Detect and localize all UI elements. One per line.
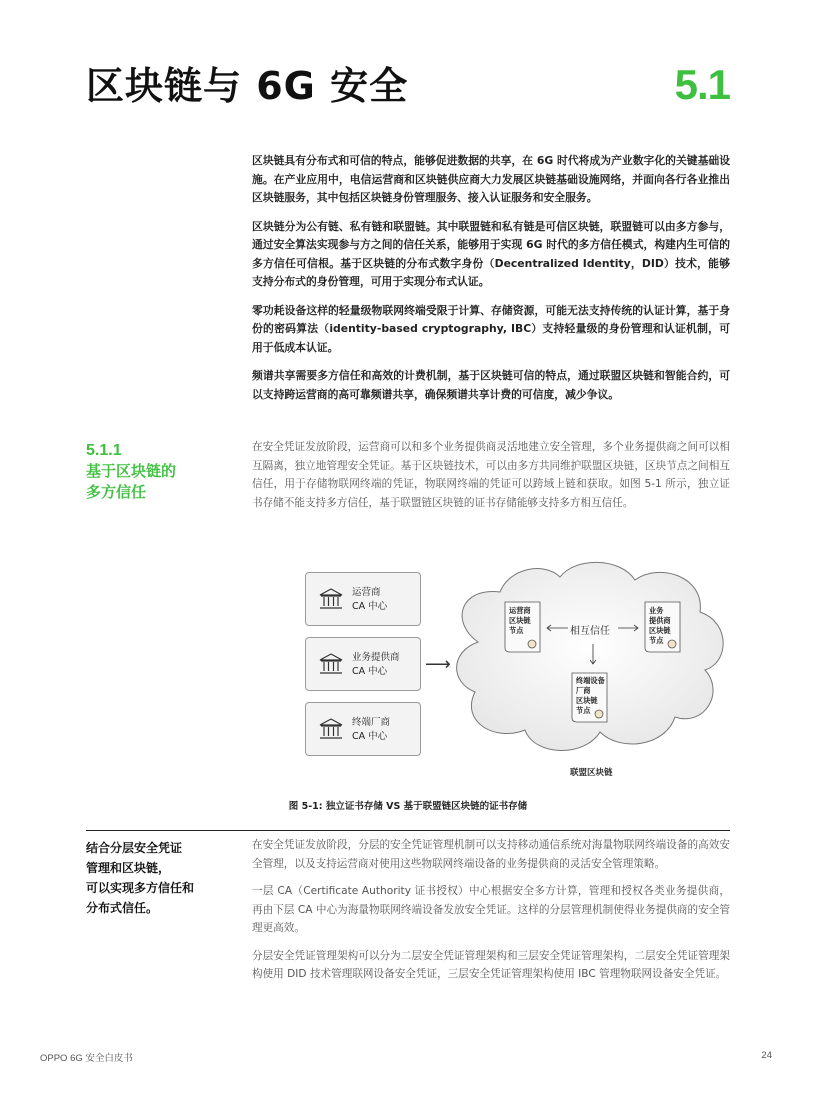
vendor-ca-box — [305, 702, 421, 756]
ca-label — [352, 586, 387, 614]
intro-paragraph: 区块链具有分布式和可信的特点，能够促进数据的共享，在 6G 时代将成为产业数字化的关键基础设施。在产业应用中，电信运营商和区块链供应商大力发展区块链基础设施网络，并面向各行各业推出区块链服务，其中包括区块链身份管理服务、接入认证服务和安全服务。 — [252, 154, 730, 204]
intro-paragraph: 零功耗设备这样的轻量级物联网终端受限于计算、存储资源，可能无法支持传统的认证计算，基于身份的密码算法（identity-based cryptography, IBC）支持轻量级的身份管理和认证机制，可用于低成本认证。 — [252, 303, 730, 354]
side-body — [252, 836, 730, 993]
section-divider — [86, 830, 730, 831]
consortium-blockchain-label: 联盟区块链 — [570, 768, 613, 778]
node-text: 终端设备 — [576, 676, 605, 685]
ca-suffix: CA 中心 — [352, 731, 388, 742]
side-heading-line: 结合分层安全凭证 — [86, 841, 183, 855]
provider-ca-box — [305, 637, 421, 691]
side-paragraph: 分层安全凭证管理架构可以分为二层安全凭证管理架构和三层安全凭证管理架构，二层安全凭证管理架构使用 DID 技术管理联网设备安全凭证，三层安全凭证管理架构使用 IBC 管理物联网设备安全凭证。 — [252, 949, 730, 980]
intro-paragraph: 区块链分为公有链、私有链和联盟链。其中联盟链和私有链是可信区块链，联盟链可以由多方参与，通过安全算法实现参与方之间的信任关系，能够用于实现 6G 时代的多方信任模式，构建内生可信的多方信任可信根。基于区块链的分布式数字身份（Decentralized Identity，DID）技术，能够支持分布式的身份管理，可用于实现分布式认证。 — [252, 219, 730, 288]
subsection-heading — [86, 440, 236, 503]
subsection-title-line: 基于区块链的 — [86, 462, 177, 480]
figure-5-1 — [300, 552, 740, 782]
bank-icon — [318, 716, 344, 742]
node-text: 区块链 — [509, 616, 531, 625]
ca-name: 业务提供商 — [352, 652, 400, 663]
node-text: 业务 — [649, 606, 664, 615]
side-paragraph: 在安全凭证发放阶段，分层的安全凭证管理机制可以支持移动通信系统对海量物联网终端设备的高效安全管理，以及支持运营商对使用这些物联网终端设备的业务提供商的灵活安全管理策略。 — [252, 839, 730, 870]
side-heading-line: 管理和区块链， — [86, 861, 171, 875]
subsection-number: 5.1.1 — [86, 442, 122, 459]
ca-suffix: CA 中心 — [352, 666, 388, 677]
side-paragraph: 一层 CA（Certificate Authority 证书授权）中心根据安全多方计算，管理和授权各类业务提供商，再由下层 CA 中心为海量物联网终端设备发放安全凭证。这样的分层管理机制使得业务提供商的安全管理更高效。 — [252, 885, 730, 934]
ca-name: 终端厂商 — [352, 717, 391, 728]
node-text: 区块链 — [576, 696, 598, 705]
vendor-node-label — [576, 676, 605, 716]
ca-label — [352, 716, 390, 744]
intro-text — [252, 152, 730, 414]
side-heading-line: 可以实现多方信任和 — [86, 881, 195, 895]
node-text: 节点 — [576, 706, 591, 715]
section-number: 5.1 — [674, 61, 730, 108]
node-text: 厂商 — [576, 686, 591, 695]
ca-suffix: CA 中心 — [352, 601, 388, 612]
subsection-body — [252, 438, 730, 512]
node-text: 节点 — [509, 626, 524, 635]
operator-ca-box — [305, 572, 421, 626]
footer-title: OPPO 6G 安全白皮书 — [40, 1053, 133, 1064]
figure-caption: 图 5-1: 独立证书存储 VS 基于联盟链区块链的证书存储 — [288, 801, 528, 812]
side-heading — [86, 838, 236, 918]
node-text: 区块链 — [649, 626, 671, 635]
subsection-paragraph: 在安全凭证发放阶段，运营商可以和多个业务提供商灵活地建立安全管理，多个业务提供商之间可以相互隔离，独立地管理安全凭证。基于区块链技术，可以由多方共同维护联盟区块链，区块节点之间相互信任，用于存储物联网终端的凭证，物联网终端的凭证可以跨域上链和获取。如图 5-1 所示，独立证书存储不能支持多方信任，基于联盟链区块链的证书存储能够支持多方相互信任。 — [252, 441, 730, 509]
node-text: 节点 — [649, 636, 664, 645]
provider-node-label — [649, 606, 671, 646]
side-heading-line: 分布式信任。 — [86, 901, 159, 915]
ca-label — [352, 651, 400, 679]
node-text: 提供商 — [649, 616, 671, 625]
bank-icon — [318, 586, 344, 612]
operator-node-label — [509, 606, 531, 636]
arrow-right-icon: ⟶ — [425, 654, 451, 675]
page-number: 24 — [761, 1050, 772, 1061]
bank-icon — [318, 651, 344, 677]
page-title: 区块链与 6G 安全 — [86, 64, 409, 108]
intro-paragraph: 频谱共享需要多方信任和高效的计费机制，基于区块链可信的特点，通过联盟区块链和智能合约，可以支持跨运营商的高可靠频谱共享，确保频谱共享计费的可信度，减少争议。 — [252, 369, 730, 401]
node-text: 运营商 — [509, 606, 531, 615]
subsection-title-line: 多方信任 — [86, 483, 147, 501]
ca-name: 运营商 — [352, 587, 381, 598]
mutual-trust-label: 相互信任 — [570, 626, 610, 637]
